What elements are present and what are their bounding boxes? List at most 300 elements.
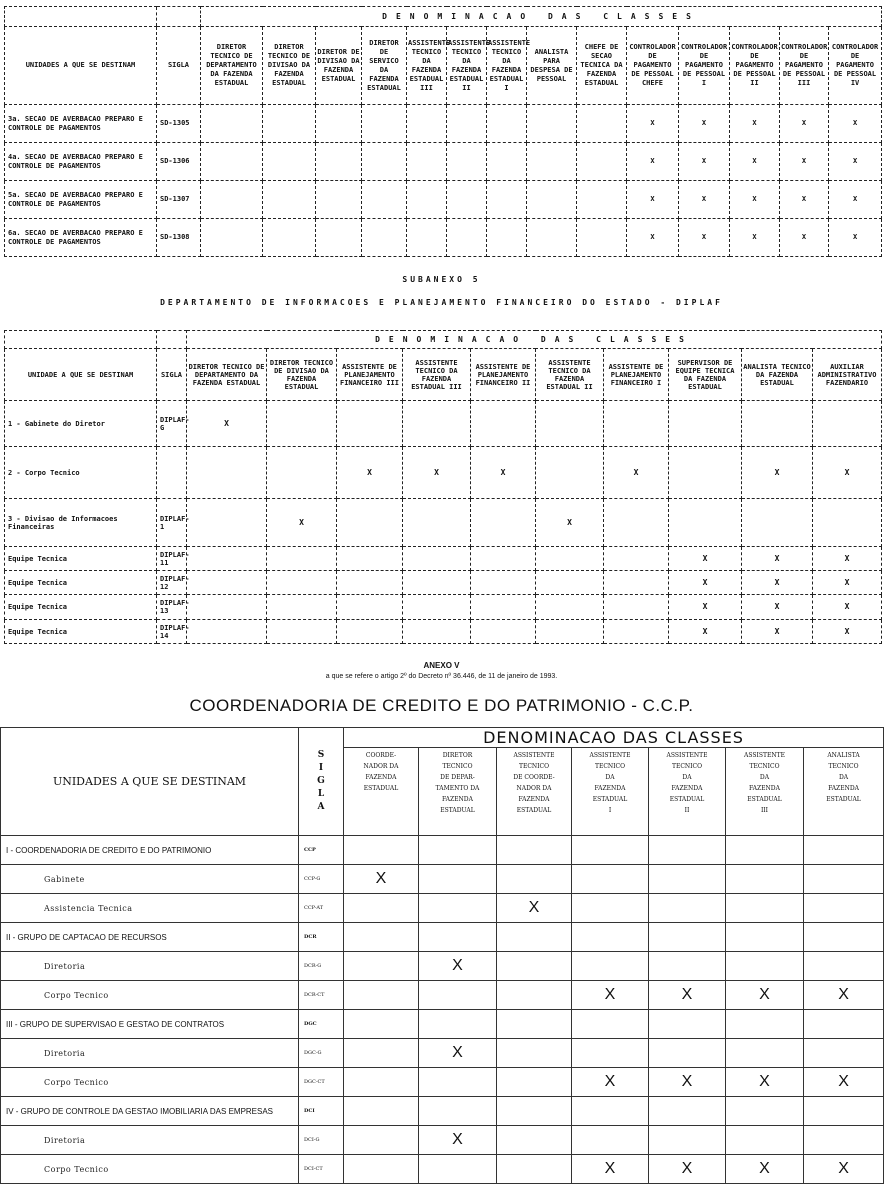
table-row [5,181,882,219]
table-row [5,571,882,595]
table3-class-header [497,748,572,836]
mark-cell: X [403,447,471,499]
mark-cell [536,447,604,499]
class-header-line: DIRETOR [442,752,473,759]
mark-cell: X [804,1068,884,1097]
mark-cell: X [829,143,882,181]
mark-cell [742,401,813,447]
mark-cell [187,571,267,595]
mark-cell [403,571,471,595]
mark-cell [362,219,407,257]
mark-cell: X [536,499,604,547]
row-sigla: DIPLAF-12 [157,571,187,595]
table-row [1,1097,884,1126]
class-header-line: ANALISTA [827,752,860,759]
table3-class-header [572,748,649,836]
mark-cell [403,499,471,547]
mark-cell [572,1097,649,1126]
mark-cell [804,894,884,923]
table-row [1,1068,884,1097]
mark-cell [527,143,577,181]
mark-cell [649,1039,726,1068]
mark-cell [536,401,604,447]
mark-cell [419,836,497,865]
table3-band-header: DENOMINACAO DAS CLASSES [344,728,884,748]
table1-class-header: CONTROLADOR DE PAGAMENTO DE PESSOAL I [679,27,730,105]
mark-cell [187,595,267,620]
mark-cell [804,865,884,894]
mark-cell: X [742,595,813,620]
table2-class-header: ASSISTENTE TECNICO DA FAZENDA ESTADUAL III [403,349,471,401]
mark-cell [536,571,604,595]
mark-cell [726,1097,804,1126]
mark-cell [669,401,742,447]
mark-cell: X [669,547,742,571]
class-header-line: COORDE- [365,752,397,759]
mark-cell: X [679,143,730,181]
mark-cell [403,547,471,571]
table-row [5,547,882,571]
row-sigla: DCR-CT [299,981,344,1010]
class-header-line: ASSISTENTE [513,752,555,759]
mark-cell [267,571,337,595]
mark-cell: X [742,547,813,571]
sigla-letter: G [317,776,325,786]
mark-cell [267,595,337,620]
row-sigla [157,447,187,499]
mark-cell [471,620,536,644]
table2-sigla-header: SIGLA [157,349,187,401]
mark-cell [649,952,726,981]
class-header-line: ASSISTENTE [744,752,785,759]
mark-cell [419,1068,497,1097]
table-row [1,981,884,1010]
mark-cell [447,181,487,219]
table-row [1,1155,884,1184]
mark-cell [497,981,572,1010]
row-sigla: DIPLAF-1 [157,499,187,547]
mark-cell [497,865,572,894]
row-sigla: DCR [299,923,344,952]
mark-cell: X [780,143,829,181]
row-sigla: DGC-G [299,1039,344,1068]
row-sigla: CCP [299,836,344,865]
table-row [5,401,882,447]
mark-cell [344,1097,419,1126]
mark-cell [804,1126,884,1155]
mark-cell [267,401,337,447]
mark-cell [497,836,572,865]
mark-cell: X [679,181,730,219]
row-unit: Corpo Tecnico [1,1068,299,1097]
table2-units-header: UNIDADE A QUE SE DESTINAM [5,349,157,401]
mark-cell: X [780,181,829,219]
mark-cell [344,1068,419,1097]
mark-cell: X [649,1068,726,1097]
class-header-line: FAZENDA [518,796,550,803]
mark-cell [804,1039,884,1068]
row-sigla: DIPLAF-13 [157,595,187,620]
mark-cell: X [669,595,742,620]
mark-cell [497,1126,572,1155]
mark-cell [362,105,407,143]
row-sigla: CCP-G [299,865,344,894]
mark-cell: X [780,105,829,143]
row-unit: Equipe Tecnica [5,547,157,571]
class-header-line: FAZENDA [594,785,626,792]
mark-cell [344,836,419,865]
row-sigla: DCI-CT [299,1155,344,1184]
mark-cell: X [813,547,882,571]
mark-cell [362,143,407,181]
table2-class-header: DIRETOR TECNICO DE DIVISAO DA FAZENDA ESTADUAL [267,349,337,401]
mark-cell [201,181,263,219]
mark-cell [407,219,447,257]
mark-cell: X [813,620,882,644]
mark-cell [649,865,726,894]
row-sigla: DIPLAF-14 [157,620,187,644]
mark-cell: X [572,1068,649,1097]
mark-cell [649,894,726,923]
row-unit: II - GRUPO DE CAPTACAO DE RECURSOS [1,923,299,952]
mark-cell [337,499,403,547]
mark-cell [187,499,267,547]
mark-cell [337,620,403,644]
table1-class-header: ASSISTENTE TECNICO DA FAZENDA ESTADUAL I [487,27,527,105]
class-header-line: ESTADUAL [363,785,399,792]
mark-cell [649,1097,726,1126]
mark-cell [337,401,403,447]
mark-cell [577,181,627,219]
mark-cell: X [604,447,669,499]
mark-cell [316,219,362,257]
table3-class-header [649,748,726,836]
mark-cell [337,595,403,620]
mark-cell: X [267,499,337,547]
mark-cell [669,499,742,547]
class-header-line: FAZENDA [671,785,703,792]
row-sigla: DCI [299,1097,344,1126]
mark-cell [572,1010,649,1039]
table1-band-header: DENOMINACAO DAS CLASSES [201,7,882,27]
row-unit: 3 - Divisao de Informacoes Financeiras [5,499,157,547]
class-header-line: TECNICO [671,763,703,770]
mark-cell [497,1097,572,1126]
mark-cell [337,547,403,571]
class-header-line: FAZENDA [749,785,780,792]
mark-cell: X [419,1126,497,1155]
mark-cell: X [780,219,829,257]
mark-cell [497,1010,572,1039]
mark-cell: X [813,571,882,595]
table-row [1,894,884,923]
mark-cell [447,105,487,143]
mark-cell: X [829,219,882,257]
mark-cell [263,143,316,181]
mark-cell [726,1126,804,1155]
table-row [1,923,884,952]
mark-cell [649,1010,726,1039]
table1-class-header: ASSISTENTE TECNICO DA FAZENDA ESTADUAL III [407,27,447,105]
class-header-line: TECNICO [828,763,859,770]
table-sd-sections [4,6,882,257]
class-header-line: DA [605,774,615,781]
mark-cell [726,1039,804,1068]
mark-cell: X [669,620,742,644]
mark-cell: X [187,401,267,447]
mark-cell [201,143,263,181]
mark-cell [497,1068,572,1097]
table-row [1,952,884,981]
mark-cell [263,105,316,143]
mark-cell [604,620,669,644]
row-sigla: CCP-AT [299,894,344,923]
anexo-subtitle: a que se refere o artigo 2º do Decreto nº 36.446, de 11 de janeiro de 1993. [325,673,558,680]
mark-cell [577,143,627,181]
row-sigla: SD-1308 [157,219,201,257]
row-unit: Equipe Tecnica [5,571,157,595]
table1-class-header: CHEFE DE SECAO TECNICA DA FAZENDA ESTADUAL [577,27,627,105]
mark-cell [726,923,804,952]
mark-cell: X [679,105,730,143]
class-header-line: NADOR DA [363,763,399,770]
class-header-line: ASSISTENTE [589,752,631,759]
mark-cell: X [572,981,649,1010]
mark-cell [804,952,884,981]
mark-cell [403,620,471,644]
mark-cell [267,620,337,644]
mark-cell [187,620,267,644]
mark-cell [316,143,362,181]
mark-cell [471,401,536,447]
table3-class-header [419,748,497,836]
table2-class-header: ASSISTENTE TECNICO DA FAZENDA ESTADUAL II [536,349,604,401]
table2-class-header: AUXILIAR ADMINISTRATIVO FAZENDARIO [813,349,882,401]
mark-cell [344,1039,419,1068]
table3-class-header [726,748,804,836]
mark-cell: X [649,981,726,1010]
mark-cell: X [726,981,804,1010]
row-sigla: SD-1306 [157,143,201,181]
mark-cell: X [829,181,882,219]
mark-cell [726,894,804,923]
mark-cell [527,105,577,143]
mark-cell [649,923,726,952]
table3-sigla-header [299,728,344,836]
table-row [5,499,882,547]
mark-cell [487,143,527,181]
table3-units-header: UNIDADES A QUE SE DESTINAM [1,728,299,836]
mark-cell: X [742,447,813,499]
table-row [1,1039,884,1068]
table2-class-header: ASSISTENTE DE PLANEJAMENTO FINANCEIRO II [471,349,536,401]
mark-cell [649,1126,726,1155]
row-unit: Corpo Tecnico [1,1155,299,1184]
mark-cell [572,952,649,981]
class-header-line: TECNICO [594,763,626,770]
mark-cell: X [726,1155,804,1184]
class-header-line: ASSISTENTE [666,752,708,759]
mark-cell: X [572,1155,649,1184]
class-header-line: TAMENTO DA [435,785,480,792]
mark-cell [344,1010,419,1039]
mark-cell [604,547,669,571]
mark-cell [471,595,536,620]
table-ccp [0,727,884,1184]
mark-cell [804,1097,884,1126]
mark-cell: X [730,143,780,181]
mark-cell [344,894,419,923]
mark-cell: X [742,620,813,644]
class-header-line: ESTADUAL [669,796,705,803]
mark-cell [572,836,649,865]
mark-cell [649,836,726,865]
table1-class-header: DIRETOR TECNICO DE DEPARTAMENTO DA FAZENDA ESTADUAL [201,27,263,105]
mark-cell: X [497,894,572,923]
mark-cell [726,1010,804,1039]
row-unit: 6a. SECAO DE AVERBACAO PREPARO E CONTROLE DE PAGAMENTOS [5,219,157,257]
mark-cell [403,595,471,620]
mark-cell [267,547,337,571]
row-sigla: SD-1307 [157,181,201,219]
row-sigla: DIPLAF-G [157,401,187,447]
mark-cell: X [679,219,730,257]
class-header-line: TECNICO [749,763,780,770]
mark-cell [536,547,604,571]
mark-cell [419,865,497,894]
mark-cell [407,105,447,143]
mark-cell [316,181,362,219]
mark-cell [419,1097,497,1126]
sigla-letter: L [317,789,325,799]
mark-cell [577,219,627,257]
mark-cell [572,894,649,923]
mark-cell [487,181,527,219]
row-unit: Equipe Tecnica [5,620,157,644]
mark-cell [419,1010,497,1039]
table2-band-header: DENOMINACAO DAS CLASSES [187,331,882,349]
table-row [5,447,882,499]
mark-cell: X [730,181,780,219]
class-header-line: NADOR DA [516,785,552,792]
row-unit: Diretoria [1,952,299,981]
mark-cell [447,219,487,257]
mark-cell: X [742,571,813,595]
mark-cell [604,401,669,447]
mark-cell [201,219,263,257]
mark-cell: X [627,105,679,143]
class-header-line: DA [838,774,849,781]
table-row [5,219,882,257]
table-row [5,620,882,644]
row-unit: IV - GRUPO DE CONTROLE DA GESTAO IMOBILIARIA DAS EMPRESAS [1,1097,299,1126]
table1-class-header: CONTROLADOR DE PAGAMENTO DE PESSOAL II [730,27,780,105]
class-header-line: DA [682,774,692,781]
anexo-title: ANEXO V [423,661,460,670]
table-row [1,1010,884,1039]
mark-cell [726,836,804,865]
table1-class-header: DIRETOR DE DIVISAO DA FAZENDA ESTADUAL [316,27,362,105]
mark-cell [527,181,577,219]
mark-cell: X [804,981,884,1010]
mark-cell [316,105,362,143]
row-unit: 3a. SECAO DE AVERBACAO PREPARO E CONTROLE DE PAGAMENTOS [5,105,157,143]
row-unit: Gabinete [1,865,299,894]
mark-cell: X [419,952,497,981]
table1-sigla-header: SIGLA [157,27,201,105]
mark-cell: X [649,1155,726,1184]
class-header-line: III [760,807,769,814]
mark-cell [187,447,267,499]
mark-cell [604,595,669,620]
mark-cell [362,181,407,219]
table1-units-header: UNIDADES A QUE SE DESTINAM [5,27,157,105]
table2-class-header: DIRETOR TECNICO DE DEPARTAMENTO DA FAZENDA ESTADUAL [187,349,267,401]
table-row [5,143,882,181]
mark-cell [407,143,447,181]
row-unit: Diretoria [1,1126,299,1155]
table1-class-header: DIRETOR DE SERVICO DA FAZENDA ESTADUAL [362,27,407,105]
class-header-line: FAZENDA [365,774,397,781]
table1-class-header: DIRETOR TECNICO DE DIVISAO DA FAZENDA ESTADUAL [263,27,316,105]
mark-cell [497,923,572,952]
mark-cell: X [627,181,679,219]
row-unit: 4a. SECAO DE AVERBACAO PREPARO E CONTROLE DE PAGAMENTOS [5,143,157,181]
mark-cell: X [669,571,742,595]
mark-cell [497,952,572,981]
mark-cell [604,571,669,595]
mark-cell [726,865,804,894]
table2-class-header: ASSISTENTE DE PLANEJAMENTO FINANCEIRO I [604,349,669,401]
class-header-line: ESTADUAL [747,796,782,803]
mark-cell [263,181,316,219]
row-sigla: DCR-G [299,952,344,981]
class-header-line: ESTADUAL [826,796,861,803]
mark-cell [487,219,527,257]
mark-cell [419,923,497,952]
mark-cell [419,981,497,1010]
mark-cell: X [337,447,403,499]
table-row [5,595,882,620]
mark-cell: X [829,105,882,143]
mark-cell: X [627,143,679,181]
table-row [5,105,882,143]
diplaf-title: DEPARTAMENTO DE INFORMACOES E PLANEJAMENTO FINANCEIRO DO ESTADO - DIPLAF [160,298,723,307]
row-sigla: DCI-G [299,1126,344,1155]
row-unit: 5a. SECAO DE AVERBACAO PREPARO E CONTROLE DE PAGAMENTOS [5,181,157,219]
table-diplaf [4,330,882,644]
mark-cell [344,1155,419,1184]
mark-cell [187,547,267,571]
mark-cell [471,499,536,547]
mark-cell [419,1155,497,1184]
anexo-heading: COORDENADORIA DE CREDITO E DO PATRIMONIO - C.C.P. [189,696,694,715]
sigla-letter: S [317,750,325,760]
table2-class-header: SUPERVISOR DE EQUIPE TECNICA DA FAZENDA ESTADUAL [669,349,742,401]
row-unit: Diretoria [1,1039,299,1068]
row-unit: III - GRUPO DE SUPERVISAO E GESTAO DE CONTRATOS [1,1010,299,1039]
class-header-line: II [684,807,690,814]
mark-cell: X [627,219,679,257]
mark-cell [263,219,316,257]
mark-cell [267,447,337,499]
sigla-letter: A [317,802,325,812]
mark-cell [487,105,527,143]
mark-cell: X [813,447,882,499]
table3-class-header [804,748,884,836]
mark-cell [497,1039,572,1068]
mark-cell [344,981,419,1010]
